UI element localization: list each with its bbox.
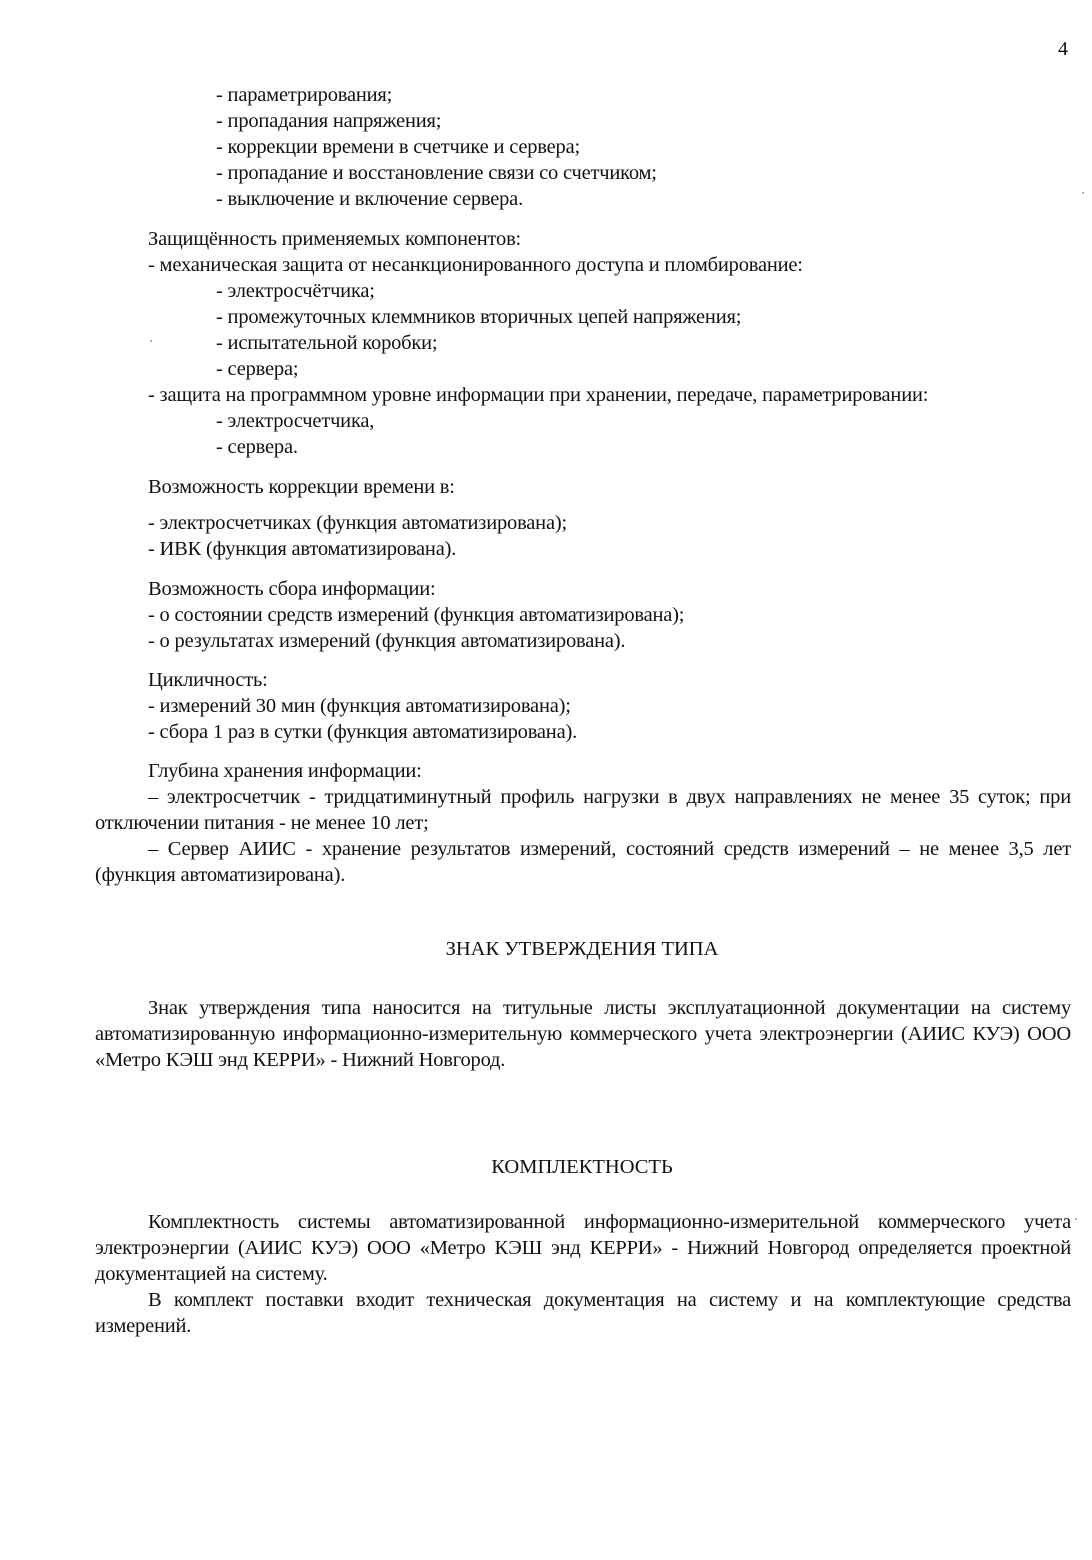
list-item: - сервера; [216, 358, 299, 380]
list-item: - коррекции времени в счетчике и сервера; [216, 136, 580, 158]
scan-speck [150, 340, 152, 342]
storage-paragraph: – Сервер АИИС - хранение результатов измерений, состояний средств измерений – не менее 3,5 лет (функция автоматизирована). [95, 838, 1071, 886]
list-item: - испытательной коробки; [216, 332, 438, 354]
section-title: Возможность коррекции времени в: [148, 476, 455, 498]
list-item: - о результатах измерений (функция автоматизирована). [148, 630, 626, 652]
section-title: Защищённость применяемых компонентов: [148, 228, 522, 250]
scan-speck [1082, 192, 1084, 194]
list-item: - выключение и включение сервера. [216, 188, 524, 210]
completeness-paragraph: Комплектность системы автоматизированной информационно-измерительной коммерческого учета электроэнергии (АИИС КУЭ) ООО «Метро КЭШ энд КЕРРИ» - Нижний Новгород определяется проектной документацией на систему. [95, 1211, 1071, 1285]
list-item: - электросчетчиках (функция автоматизирована); [148, 512, 567, 534]
list-item: - сбора 1 раз в сутки (функция автоматизирована). [148, 721, 578, 743]
storage-paragraph: – электросчетчик - тридцатиминутный профиль нагрузки в двух направлениях не менее 35 суток; при отключении питания - не менее 10 лет; [95, 786, 1071, 834]
completeness-paragraph: В комплект поставки входит техническая документация на систему и на комплектующие средства измерений. [95, 1289, 1071, 1337]
list-item: - защита на программном уровне информации при хранении, передаче, параметрировании: [148, 384, 929, 406]
list-item: - сервера. [216, 436, 298, 458]
list-item: - измерений 30 мин (функция автоматизирована); [148, 695, 571, 717]
section-title: Цикличность: [148, 669, 268, 691]
list-item: - электросчётчика; [216, 280, 375, 302]
section-heading: КОМПЛЕКТНОСТЬ [491, 1156, 673, 1178]
list-item: - электросчетчика, [216, 410, 375, 432]
list-item: - промежуточных клеммников вторичных цепей напряжения; [216, 306, 742, 328]
section-title: Глубина хранения информации: [148, 760, 422, 782]
list-item: - пропадание и восстановление связи со счетчиком; [216, 162, 657, 184]
scan-speck [1075, 1218, 1077, 1220]
section-heading: ЗНАК УТВЕРЖДЕНИЯ ТИПА [445, 938, 719, 960]
list-item: - механическая защита от несанкционированного доступа и пломбирование: [148, 254, 803, 276]
section-title: Возможность сбора информации: [148, 578, 436, 600]
page-number: 4 [1058, 38, 1068, 60]
list-item: - о состоянии средств измерений (функция автоматизирована); [148, 604, 685, 626]
list-item: - пропадания напряжения; [216, 110, 442, 132]
list-item: - параметрирования; [216, 84, 393, 106]
type-approval-paragraph: Знак утверждения типа наносится на титульные листы эксплуатационной документации на систему автоматизированную информационно-измерительную коммерческого учета электроэнергии (АИИС КУЭ) ООО «Метро КЭШ энд КЕРРИ» - Нижний Новгород. [95, 997, 1071, 1071]
list-item: - ИВК (функция автоматизирована). [148, 538, 457, 560]
